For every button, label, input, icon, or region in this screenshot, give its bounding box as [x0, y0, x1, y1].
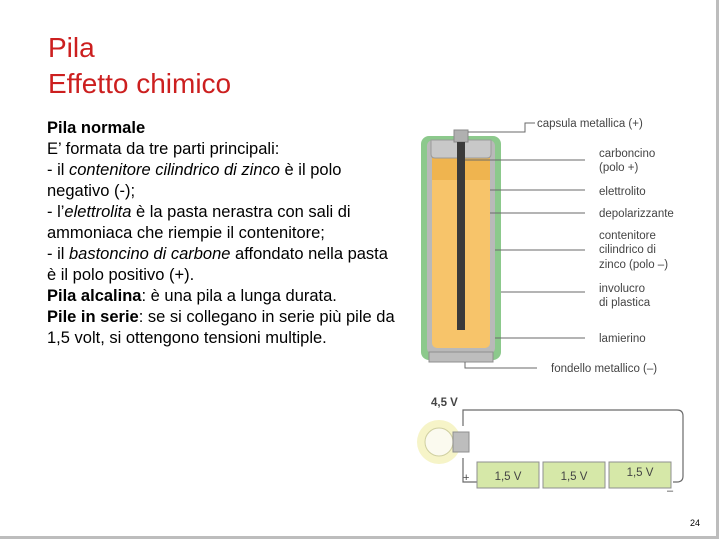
battery-cells — [477, 462, 671, 488]
bulb-socket — [453, 432, 469, 452]
label-contenitore-1: contenitore — [599, 230, 656, 242]
item3-prefix: - il — [47, 245, 69, 263]
leader-capsula — [468, 123, 535, 132]
series-total-voltage: 4,5 V — [431, 397, 458, 409]
normal-battery-paragraph — [47, 118, 397, 286]
item2-suffix: è la pasta nerastra con sali di ammoniaca che riempie il contenitore; — [47, 203, 351, 242]
label-fondello: fondello metallico (–) — [551, 363, 658, 375]
label-contenitore-2: cilindrico di — [599, 244, 656, 256]
label-elettrolito: elettrolito — [599, 186, 646, 198]
item1-term: contenitore cilindrico di zinco — [69, 161, 280, 179]
page-number: 24 — [690, 518, 701, 528]
battery-cell-1-label: 1,5 V — [494, 471, 522, 483]
slide-title — [48, 30, 231, 102]
battery-cell-3-label: 1,5 V — [626, 467, 654, 479]
battery-cell-2-label: 1,5 V — [560, 471, 588, 483]
item1-prefix: - il — [47, 161, 69, 179]
carbon-rod — [457, 142, 465, 330]
bulb-icon — [425, 428, 453, 456]
battery-cross-section — [421, 130, 501, 362]
title-line-1: Pila — [48, 32, 95, 63]
label-carbon-2: (polo +) — [599, 162, 639, 174]
series-minus-bottom: – — [667, 485, 674, 495]
title-line-2: Effetto chimico — [48, 68, 232, 99]
label-depolarizzante: depolarizzante — [599, 208, 674, 220]
series-paragraph — [47, 307, 397, 349]
series-text: : se si collegano in serie più pile da 1,5 volt, si ottengono tensioni multiple. — [47, 308, 395, 347]
label-capsula: capsula metallica (+) — [537, 118, 643, 130]
battery-diagram — [405, 110, 695, 495]
series-term: Pile in serie — [47, 308, 139, 326]
alkaline-paragraph — [47, 286, 397, 307]
series-circuit — [417, 397, 683, 495]
label-carbon-1: carboncino — [599, 148, 656, 160]
leader-fondello — [465, 362, 537, 368]
series-plus: + — [463, 472, 470, 484]
label-involucro-2: di plastica — [599, 297, 651, 309]
item2-prefix: - l’ — [47, 203, 65, 221]
item3-term: bastoncino di carbone — [69, 245, 231, 263]
body-text — [47, 118, 397, 349]
bottom-plate — [429, 352, 493, 362]
item1-suffix: è il polo negativo (-); — [47, 161, 342, 200]
item2-term: elettrolita — [64, 203, 132, 221]
series-minus-top: – — [463, 404, 470, 416]
alkaline-term: Pila alcalina — [47, 287, 142, 305]
label-involucro-1: involucro — [599, 283, 646, 295]
diagram-labels — [537, 118, 674, 375]
intro-text: E’ formata da tre parti principali: — [47, 140, 280, 158]
positive-cap-nub — [454, 130, 468, 142]
item3-suffix: affondato nella pasta è il polo positivo (+). — [47, 245, 388, 284]
label-lamierino: lamierino — [599, 333, 646, 345]
normal-battery-heading: Pila normale — [47, 119, 146, 137]
alkaline-text: : è una pila a lunga durata. — [141, 287, 337, 305]
label-contenitore-3: zinco (polo –) — [599, 259, 669, 271]
